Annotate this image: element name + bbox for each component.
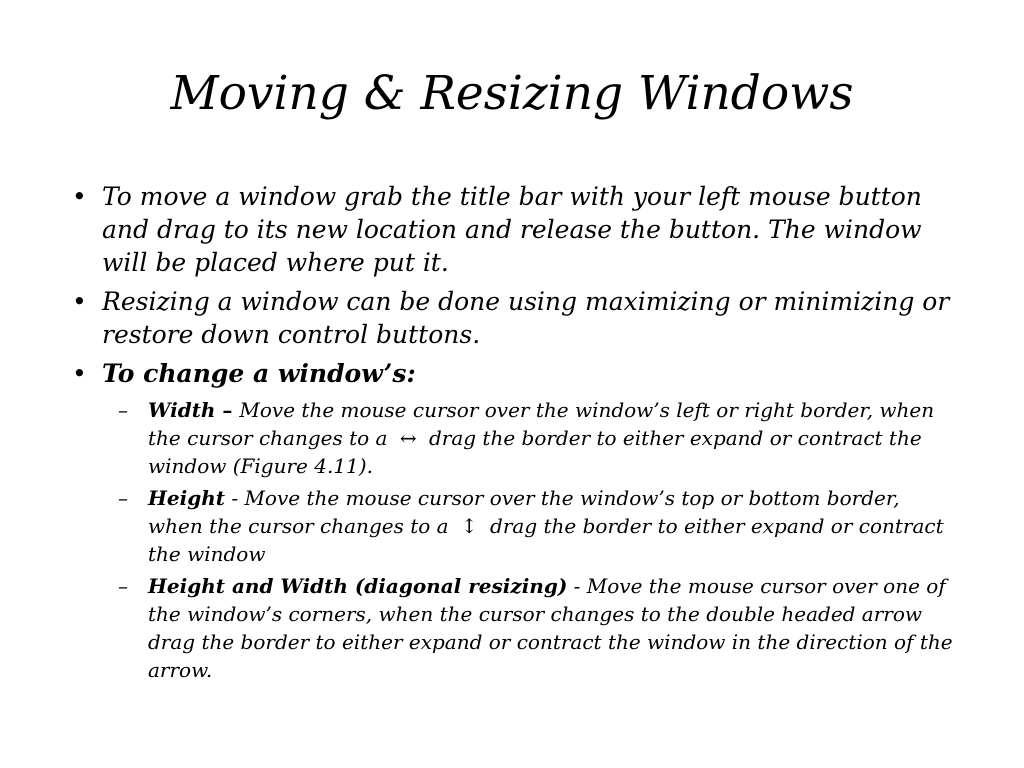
sub-bullet-text: - Move the mouse cursor over one of the window’s corners, when the cursor changes to the double headed arrow drag the border to either expand or contract the window in the direction of the arrow. xyxy=(148,574,953,682)
bullet-change-window xyxy=(72,357,962,390)
bullet-text: Resizing a window can be done using maximizing or minimizing or restore down control buttons. xyxy=(102,287,950,349)
sub-bullet-width xyxy=(118,396,958,480)
sub-bullet-lead: Height xyxy=(148,486,225,510)
bullet-resize-window xyxy=(72,285,962,351)
slide-content xyxy=(72,180,962,688)
sub-bullet-lead: Height and Width (diagonal resizing) xyxy=(148,574,568,598)
vertical-resize-arrow-icon: ↕ xyxy=(460,514,478,538)
sub-bullet-text: - Move the mouse cursor over the window’s top or bottom border, when the cursor changes to a xyxy=(148,486,900,538)
sub-bullet-diagonal xyxy=(118,572,958,684)
sub-bullet-marker: – xyxy=(118,398,128,422)
bullet-text: To move a window grab the title bar with your left mouse button and drag to its new location and release the button. The window will be placed where put it. xyxy=(102,182,922,277)
sub-bullet-text: Move the mouse cursor over the window’s left or right border, when the cursor changes to a xyxy=(148,398,935,450)
slide-title: Moving & Resizing Windows xyxy=(170,66,854,121)
sub-bullet-text: drag the border to either expand or contract the window (Figure 4.11). xyxy=(148,426,922,478)
sub-bullet-height xyxy=(118,484,958,568)
horizontal-resize-arrow-icon: ↔ xyxy=(399,426,417,450)
sub-bullet-lead: Width – xyxy=(148,398,240,422)
bullet-move-window xyxy=(72,180,962,279)
sub-bullet-marker: – xyxy=(118,486,128,510)
bullet-marker: • xyxy=(72,182,87,211)
sub-bullet-text: drag the border to either expand or contract the window xyxy=(148,514,944,566)
bullet-text: To change a window’s: xyxy=(102,359,416,388)
sub-bullet-marker: – xyxy=(118,574,128,598)
bullet-marker: • xyxy=(72,359,87,388)
bullet-marker: • xyxy=(72,287,87,316)
